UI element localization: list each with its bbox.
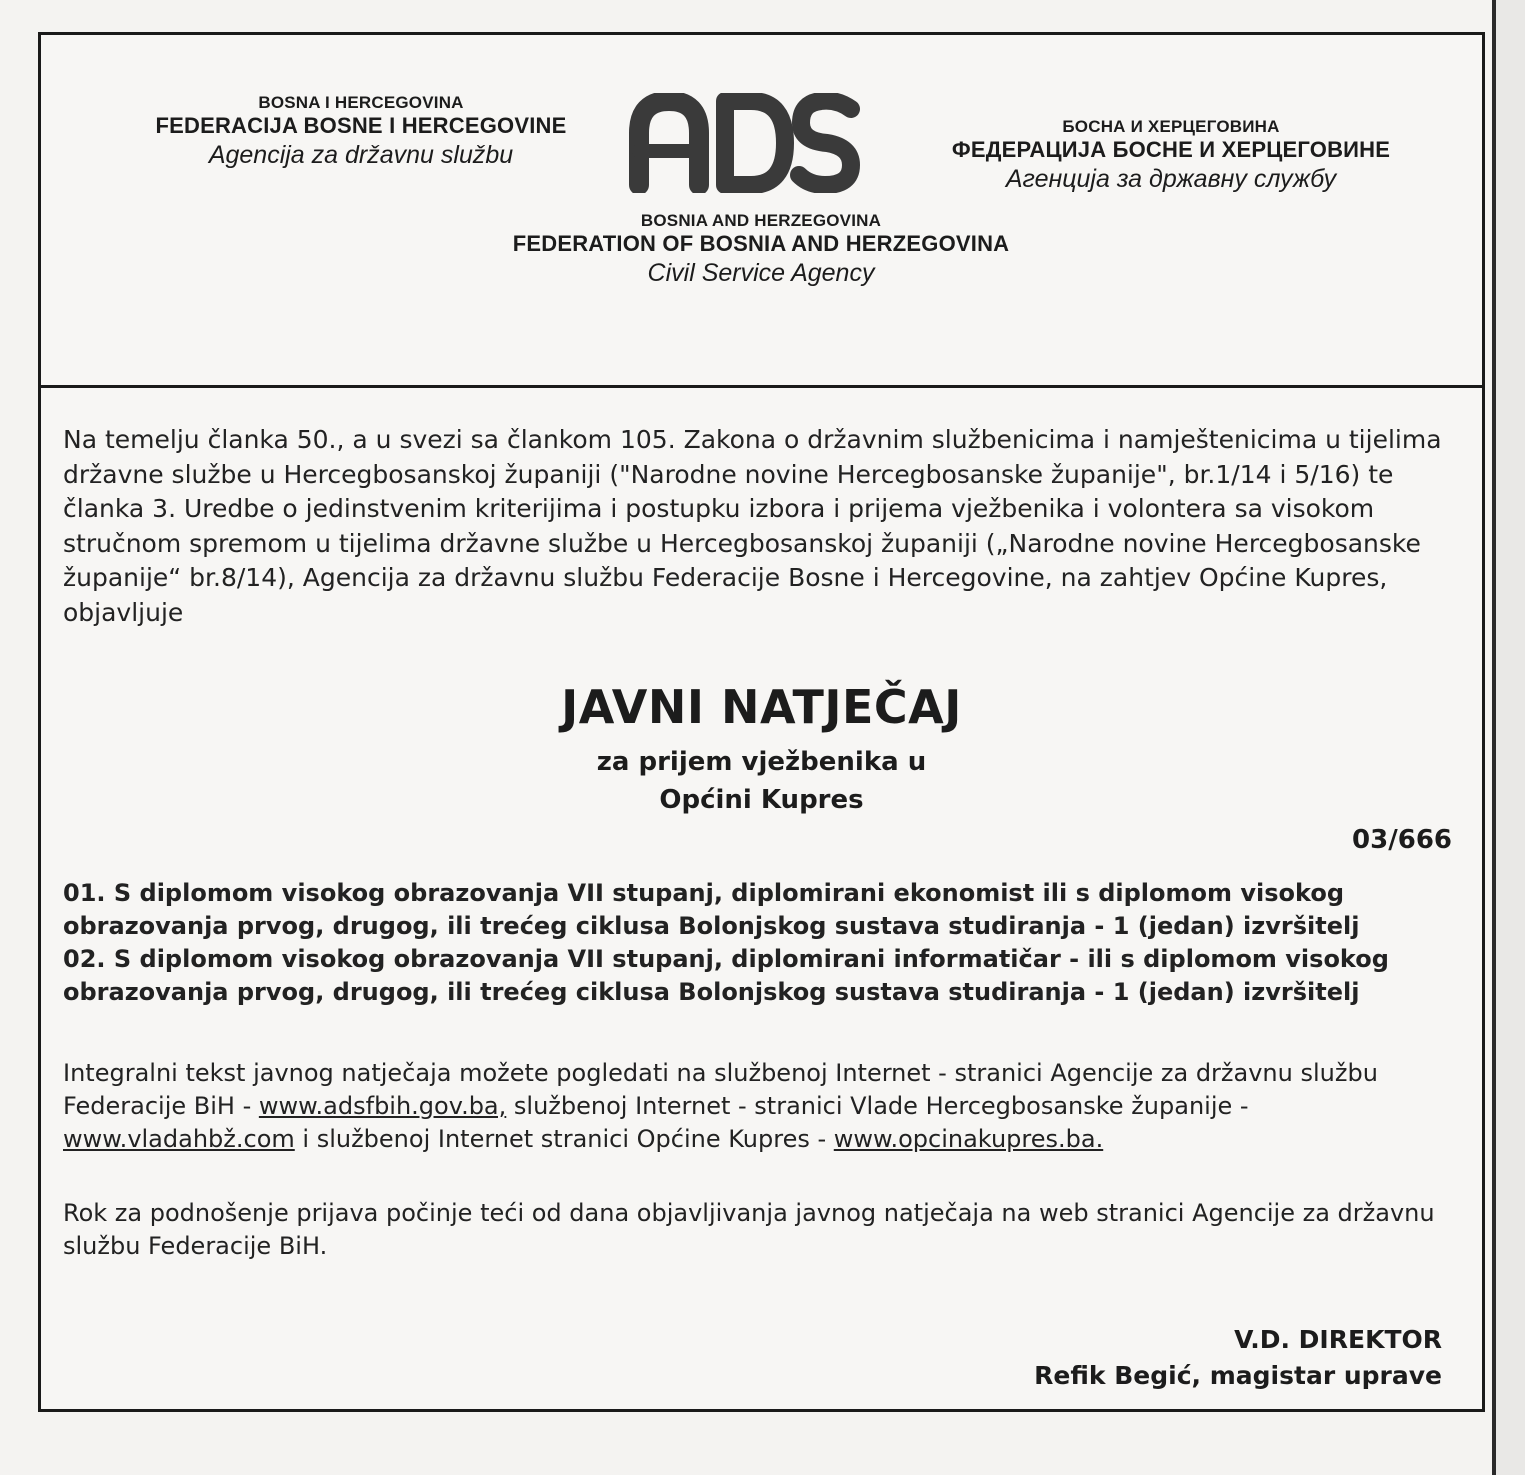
positions-list <box>63 877 1463 1009</box>
header-agency-cyrillic: Агенција за државну службу <box>1005 165 1337 193</box>
ads-website-link[interactable]: www.adsfbih.gov.ba, <box>258 1092 507 1121</box>
announcement-municipality: Općini Kupres <box>659 785 864 815</box>
deadline-paragraph: Rok za podnošenje prijava počinje teći od dana objavljivanja javnog natječaja na web stranici Agencije za državnu službu Federacije BiH. <box>63 1199 1435 1261</box>
signature-name: Refik Begić, magistar uprave <box>1034 1361 1442 1390</box>
integral-text-part: službenoj Internet - stranici Vlade Hercegbosanske županije - <box>506 1092 1249 1121</box>
intro-paragraph: Na temelju članka 50., a u svezi sa člankom 105. Zakona o državnim službenicima i namještenicima u tijelima državne službe u Hercegbosanskoj županiji ("Narodne novine Hercegbosanske županije", br.1/14 i 5/16) te članka 3. Uredbe o jedinstvenim kriterijima i postupku izbora i prijema vježbenika i volontera sa visokom stručnom spremom u tijelima državne službe u Hercegbosanskoj županiji („Narodne novine Hercegbosanske županije“ br.8/14), Agencija za državnu službu Federacije Bosne i Hercegovine, na zahtjev Općine Kupres, objavljuje <box>63 425 1442 627</box>
announcement-title: JAVNI NATJEČAJ <box>561 680 962 734</box>
header-federation-latin: FEDERACIJA BOSNE I HERCEGOVINE <box>155 113 567 138</box>
government-website-link[interactable]: www.vladahbž.com <box>63 1125 295 1154</box>
ads-logo <box>629 93 861 193</box>
integral-text-part: Integralni tekst javnog natječaja možete pogledati na službenoj Internet - stranici Agencije za državnu službu Federacije BiH - <box>63 1059 1378 1121</box>
header-cyrillic-block <box>901 117 1441 194</box>
integral-text-part: i službenoj Internet stranici Općine Kupres - <box>294 1125 834 1154</box>
header-divider <box>41 385 1482 388</box>
adjacent-page-edge <box>1492 0 1525 1475</box>
position-item: 01. S diplomom visokog obrazovanja VII stupanj, diplomirani ekonomist ili s diplomom visokog obrazovanja prvog, drugog, ili trećeg ciklusa Bolonjskog sustava studiranja - 1 (jedan) izvršitelj <box>63 879 1360 941</box>
header-federation-cyrillic: ФЕДЕРАЦИЈА БОСНЕ И ХЕРЦЕГОВИНЕ <box>951 137 1391 162</box>
header-agency-latin: Agencija za državnu službu <box>208 141 514 169</box>
announcement-subtitle: za prijem vježbenika u <box>596 747 927 777</box>
position-item: 02. S diplomom visokog obrazovanja VII stupanj, diplomirani informatičar - ili s diplomom visokog obrazovanja prvog, drugog, ili trećeg ciklusa Bolonjskog sustava studiranja - 1 (jedan) izvršitelj <box>63 945 1389 1007</box>
municipality-website-link[interactable]: www.opcinakupres.ba. <box>833 1125 1104 1154</box>
header-country-latin: BOSNA I HERCEGOVINA <box>258 93 464 112</box>
reference-number: 03/666 <box>1352 825 1452 855</box>
signature-title: V.D. DIREKTOR <box>1234 1325 1442 1354</box>
header-agency-english: Civil Service Agency <box>647 259 875 287</box>
header-english-block <box>441 211 1081 288</box>
announcement-frame <box>38 32 1485 1412</box>
header-federation-english: FEDERATION OF BOSNIA AND HERZEGOVINA <box>512 231 1010 256</box>
integral-text-paragraph <box>63 1057 1463 1156</box>
header-country-cyrillic: БОСНА И ХЕРЦЕГОВИНА <box>1062 117 1280 136</box>
header-country-english: BOSNIA AND HERZEGOVINA <box>640 211 882 230</box>
agency-header <box>41 35 1482 385</box>
header-latin-block <box>101 93 621 170</box>
